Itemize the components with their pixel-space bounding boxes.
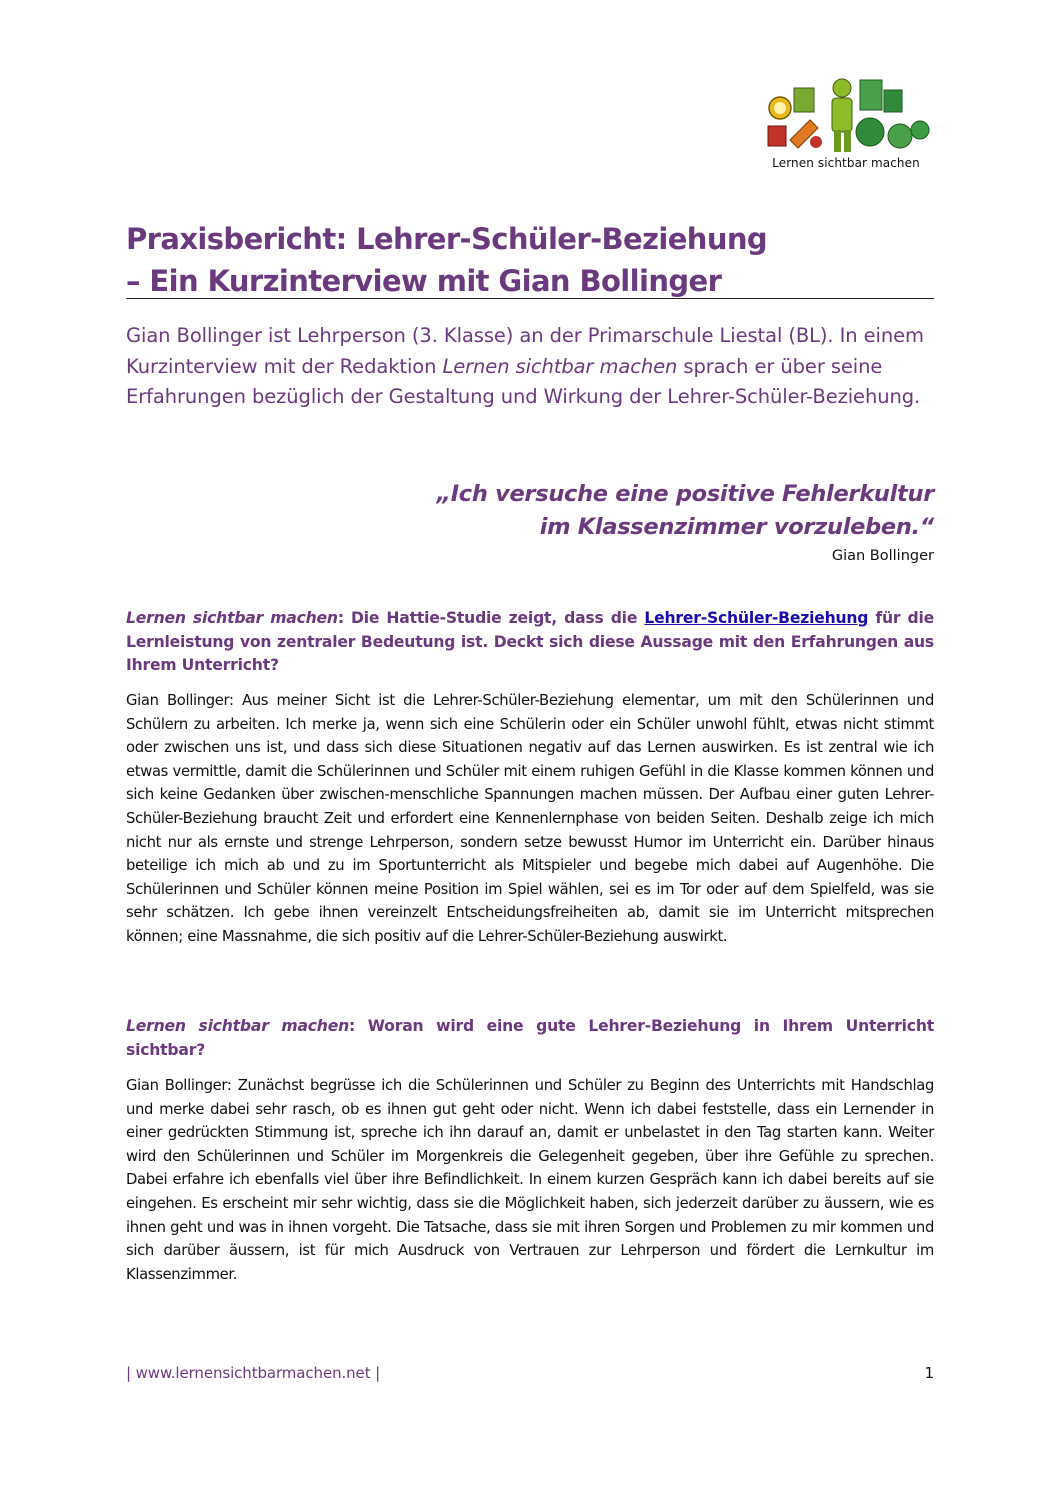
magnifier-icon bbox=[769, 97, 791, 119]
pull-quote bbox=[300, 478, 934, 544]
footer-website: | www.lernensichtbarmachen.net | bbox=[126, 1364, 381, 1382]
interview-question-2: Lernen sichtbar machen: Woran wird eine gute Lehrer-Beziehung in Ihrem Unterricht sichtbar? bbox=[126, 1017, 934, 1059]
quote-line-1: „Ich versuche eine positive Fehlerkultur bbox=[436, 481, 934, 507]
book-icon bbox=[794, 88, 814, 112]
interview-answer-2: Gian Bollinger: Zunächst begrüsse ich die Schülerinnen und Schüler zu Beginn des Unterrichts mit Handschlag und merke dabei sehr rasch, ob es ihnen gut geht oder nicht. Wenn ich dabei feststelle, dass ein Lernender in einer gedrückten Stimmung ist, spreche ich ihn darauf an, damit er unbelastet in den Tag starten kann. Weiter wird den Schülerinnen und Schüler im Morgenkreis die Gelegenheit gegeben, über ihre Gefühle zu sprechen. Dabei erfahre ich ebenfalls viel über ihre Befindlichkeit. In einem kurzen Gespräch kann ich dabei bereits auf sie eingehen. Es erscheint mir sehr wichtig, dass sie die Möglichkeit haben, sich jederzeit darüber zu äussern, wie es ihnen geht und was in ihnen vorgeht. Die Tatsache, dass sie mit ihren Sorgen und Problemen zu mir kommen und sich darüber äussern, ist für mich Ausdruck von Vertrauen zur Lehrperson und fördert die Lernkultur im Klassenzimmer. bbox=[126, 1077, 934, 1283]
person-figure-icon bbox=[832, 79, 852, 152]
interviewer-label: Lernen sichtbar machen bbox=[126, 1017, 349, 1035]
quote-line-2: im Klassenzimmer vorzuleben.“ bbox=[539, 514, 934, 540]
quote-author: Gian Bollinger bbox=[831, 548, 934, 564]
logo-caption: Lernen sichtbar machen bbox=[772, 156, 920, 170]
title-line-1: Praxisbericht: Lehrer-Schüler-Beziehung bbox=[126, 222, 768, 256]
lead-paragraph: Gian Bollinger ist Lehrperson (3. Klasse) an der Primarschule Liestal (BL). In einem Kurzinterview mit der Redaktion Lernen sichtbar machen sprach er über seine Erfahrungen bezüglich der Gestaltung und Wirkung der Lehrer-Schüler-Beziehung. bbox=[126, 324, 924, 408]
page-number: 1 bbox=[924, 1364, 934, 1382]
interviewer-label: Lernen sichtbar machen bbox=[126, 609, 338, 627]
title-divider bbox=[126, 298, 934, 299]
title-line-2: – Ein Kurzinterview mit Gian Bollinger bbox=[126, 264, 722, 298]
lead-emphasis: Lernen sichtbar machen bbox=[442, 354, 678, 378]
logo-illustration bbox=[760, 70, 940, 170]
interview-question-1: Lernen sichtbar machen: Die Hattie-Studie zeigt, dass die Lehrer-Schüler-Beziehung für die Lernleistung von zentraler Bedeutung ist. Deckt sich diese Aussage mit den Erfahrungen aus Ihrem Unterricht? bbox=[126, 609, 934, 674]
interview-answer-1: Gian Bollinger: Aus meiner Sicht ist die Lehrer-Schüler-Beziehung elementar, um mit den Schülerinnen und Schülern zu arbeiten. Ich merke ja, wenn sich eine Schülerin oder ein Schüler unwohl fühlt, etwas nicht stimmt oder zwischen uns ist, und dass sich diese Situationen negativ auf das Lernen auswirken. Es ist zentral wie ich etwas vermittle, damit die Schülerinnen und Schüler mit einem ruhigen Gefühl in die Klasse kommen können und sich keine Gedanken über zwischen-menschliche Spannungen machen müssen. Der Aufbau einer guten Lehrer-Schüler-Beziehung braucht Zeit und erfordert eine Kennenlernphase von beiden Seiten. Deshalb zeige ich mich nicht nur als ernste und strenge Lehrperson, sondern setze bewusst Humor im Unterricht ein. Darüber hinaus beteilige ich mich ab und zu im Sportunterricht als Mitspieler und begebe mich dabei auf Augenhöhe. Die Schülerinnen und Schüler können meine Position im Spiel wählen, sei es im Tor oder auf dem Spielfeld, was sie sehr schätzen. Ich gebe ihnen vereinzelt Entscheidungsfreiheiten ab, damit sie im Unterricht mitsprechen können; eine Massnahme, die sich positiv auf die Lehrer-Schüler-Beziehung auswirkt. bbox=[126, 692, 934, 945]
lehrer-schueler-beziehung-link[interactable]: Lehrer-Schüler-Beziehung bbox=[644, 609, 869, 627]
page-title bbox=[126, 218, 946, 302]
